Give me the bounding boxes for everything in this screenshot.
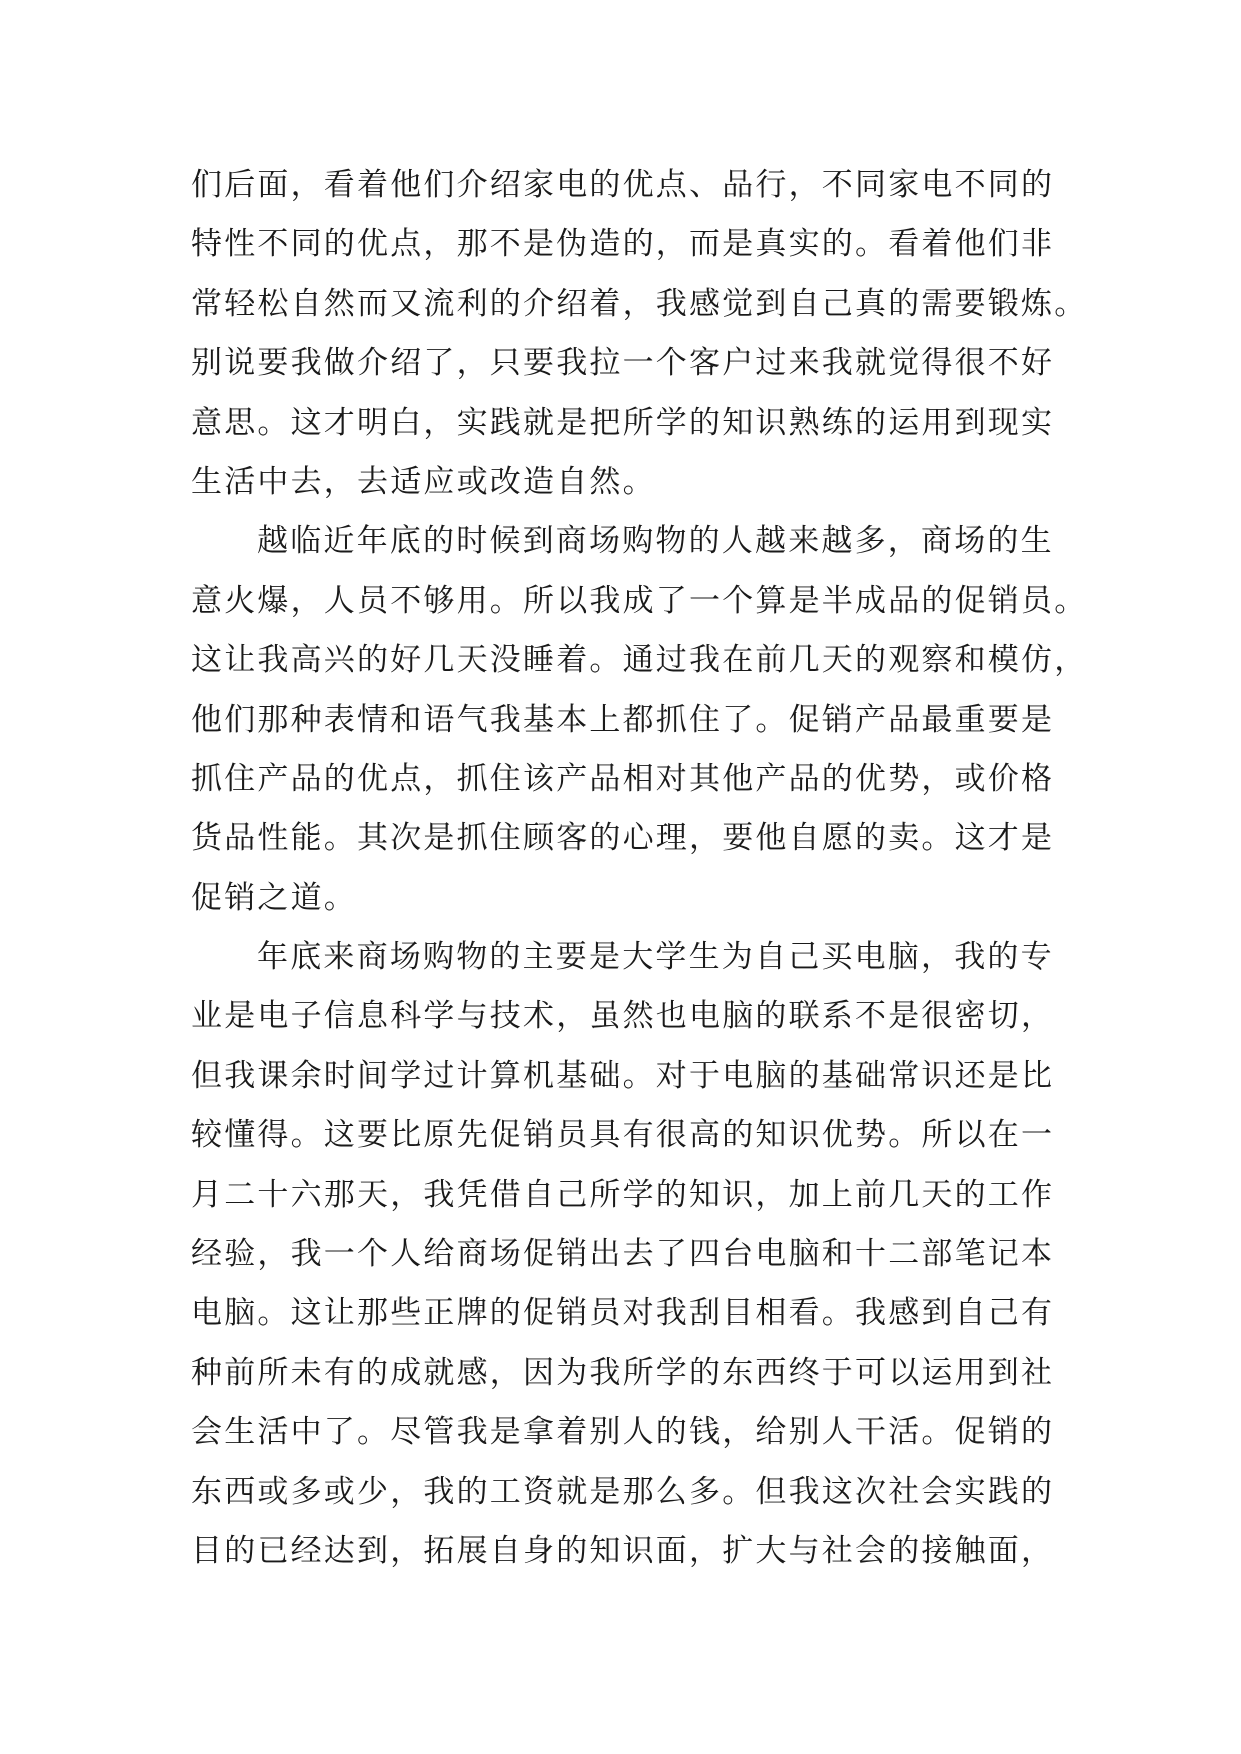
text-line: 电脑。这让那些正牌的促销员对我刮目相看。我感到自己有 — [191, 1295, 1055, 1332]
text-line: 目的已经达到，拓展自身的知识面，扩大与社会的接触面， — [191, 1532, 1055, 1569]
text-line: 种前所未有的成就感，因为我所学的东西终于可以运用到社 — [191, 1354, 1055, 1391]
text-line: 生活中去，去适应或改造自然。 — [191, 463, 656, 500]
text-line: 东西或多或少，我的工资就是那么多。但我这次社会实践的 — [191, 1473, 1055, 1510]
text-line: 抓住产品的优点，抓住该产品相对其他产品的优势，或价格 — [191, 760, 1055, 797]
text-line: 货品性能。其次是抓住顾客的心理，要他自愿的卖。这才是 — [191, 820, 1055, 857]
document-page — [191, 156, 1088, 1581]
text-line: 意火爆，人员不够用。所以我成了一个算是半成品的促销员。 — [191, 582, 1088, 619]
text-line: 特性不同的优点，那不是伪造的，而是真实的。看着他们非 — [191, 226, 1055, 263]
text-line: 常轻松自然而又流利的介绍着，我感觉到自己真的需要锻炼。 — [191, 285, 1088, 322]
text-line: 意思。这才明白，实践就是把所学的知识熟练的运用到现实 — [191, 404, 1055, 441]
text-line: 会生活中了。尽管我是拿着别人的钱，给别人干活。促销的 — [191, 1414, 1055, 1451]
text-line: 们后面，看着他们介绍家电的优点、品行，不同家电不同的 — [191, 167, 1055, 203]
text-line: 业是电子信息科学与技术，虽然也电脑的联系不是很密切， — [191, 998, 1055, 1035]
text-line: 经验，我一个人给商场促销出去了四台电脑和十二部笔记本 — [191, 1236, 1055, 1273]
paragraph-first-line: 年底来商场购物的主要是大学生为自己买电脑，我的专 — [257, 939, 1054, 976]
text-line: 别说要我做介绍了，只要我拉一个客户过来我就觉得很不好 — [191, 345, 1055, 382]
text-line: 这让我高兴的好几天没睡着。通过我在前几天的观察和模仿， — [191, 642, 1088, 679]
text-line: 他们那种表情和语气我基本上都抓住了。促销产品最重要是 — [191, 701, 1055, 738]
text-line: 但我课余时间学过计算机基础。对于电脑的基础常识还是比 — [191, 1057, 1055, 1094]
text-line: 较懂得。这要比原先促销员具有很高的知识优势。所以在一 — [191, 1117, 1055, 1154]
text-line: 月二十六那天，我凭借自己所学的知识，加上前几天的工作 — [191, 1176, 1055, 1213]
paragraph-first-line: 越临近年底的时候到商场购物的人越来越多，商场的生 — [257, 523, 1054, 560]
text-line: 促销之道。 — [191, 879, 357, 916]
